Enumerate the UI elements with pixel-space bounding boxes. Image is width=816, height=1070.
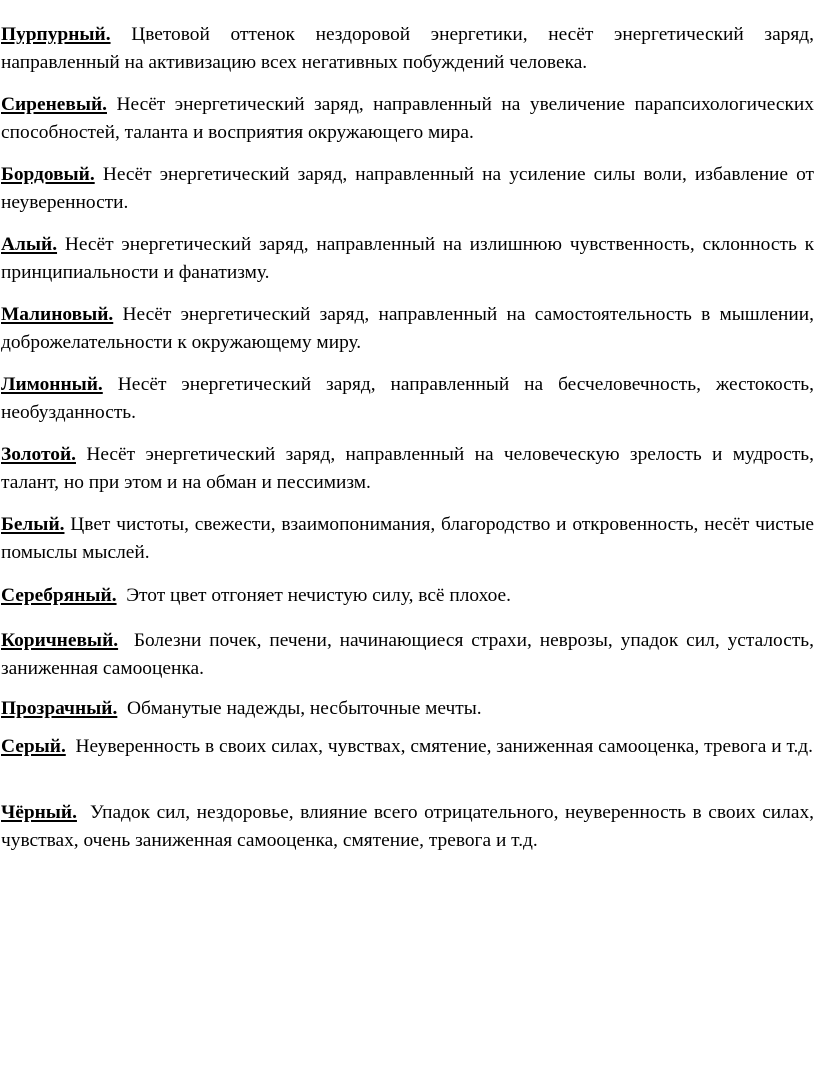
- entry-text: Болезни почек, печени, начинающиеся страхи, неврозы, упадок сил, усталость, заниженная самооценка.: [1, 630, 814, 679]
- entry-term: Серебряный.: [1, 585, 117, 606]
- entry-text: Несёт энергетический заряд, направленный на увеличение парапсихологических способностей, таланта и восприятия окружающего мира.: [1, 94, 814, 143]
- entry-text: Обманутые надежды, несбыточные мечты.: [127, 698, 482, 719]
- entry-separator: [113, 304, 122, 325]
- entry-text: Несёт энергетический заряд, направленный на человеческую зрелость и мудрость, талант, но при этом и на обман и пессимизм.: [1, 444, 814, 493]
- entry-term: Золотой.: [1, 444, 76, 465]
- entry-separator: [117, 698, 127, 719]
- color-entry-brown: [1, 627, 814, 683]
- color-entry-scarlet: [1, 231, 814, 287]
- entry-text: Неуверенность в своих силах, чувствах, смятение, заниженная самооценка, тревога и т.д.: [75, 736, 814, 757]
- entry-separator: [118, 630, 134, 651]
- color-entry-lemon: [1, 371, 814, 427]
- entry-separator: [111, 24, 132, 45]
- entry-term: Алый.: [1, 234, 58, 255]
- entry-text: Несёт энергетический заряд, направленный на усиление силы воли, избавление от неуверенности.: [1, 164, 814, 213]
- entry-term: Прозрачный.: [1, 698, 118, 719]
- entry-separator: [95, 164, 103, 185]
- color-entry-black: [1, 799, 814, 855]
- entry-term: Лимонный.: [1, 374, 103, 395]
- entry-text: Этот цвет отгоняет нечистую силу, всё плохое.: [126, 585, 511, 606]
- entry-separator: [77, 802, 90, 823]
- color-entry-purple: [1, 21, 814, 77]
- color-entry-transparent: [1, 695, 814, 723]
- entry-term: Серый.: [1, 736, 66, 757]
- entry-separator: [103, 374, 118, 395]
- entry-term: Белый.: [1, 514, 65, 535]
- color-entry-crimson: [1, 301, 814, 357]
- color-entry-grey: [1, 733, 814, 761]
- entry-text: Цветовой оттенок нездоровой энергетики, несёт энергетический заряд, направленный на активизацию всех негативных побуждений человека.: [1, 24, 814, 73]
- entry-term: Сиреневый.: [1, 94, 107, 115]
- entry-term: Коричневый.: [1, 630, 119, 651]
- color-entry-silver: [1, 582, 814, 610]
- entry-separator: [57, 234, 65, 255]
- entry-text: Несёт энергетический заряд, направленный на самостоятельность в мышлении, доброжелательности к окружающему миру.: [1, 304, 814, 353]
- color-entry-burgundy: [1, 161, 814, 217]
- color-entry-white: [1, 511, 814, 567]
- entry-text: Несёт энергетический заряд, направленный на бесчеловечность, жестокость, необузданность.: [1, 374, 814, 423]
- entry-term: Малиновый.: [1, 304, 114, 325]
- entry-separator: [66, 736, 76, 757]
- entry-separator: [117, 585, 127, 606]
- entry-separator: [107, 94, 117, 115]
- entry-separator: [76, 444, 86, 465]
- entry-text: Цвет чистоты, свежести, взаимопонимания, благородство и откровенность, несёт чистые помыслы мыслей.: [1, 514, 814, 563]
- color-entry-lilac: [1, 91, 814, 147]
- entry-term: Бордовый.: [1, 164, 95, 185]
- entry-text: Упадок сил, нездоровье, влияние всего отрицательного, неуверенность в своих силах, чувствах, очень заниженная самооценка, смятение, тревога и т.д.: [1, 802, 815, 851]
- entry-term: Пурпурный.: [1, 24, 111, 45]
- color-entry-gold: [1, 441, 814, 497]
- entry-term: Чёрный.: [1, 802, 77, 823]
- entry-text: Несёт энергетический заряд, направленный на излишнюю чувственность, склонность к принципиальности и фанатизму.: [1, 234, 814, 283]
